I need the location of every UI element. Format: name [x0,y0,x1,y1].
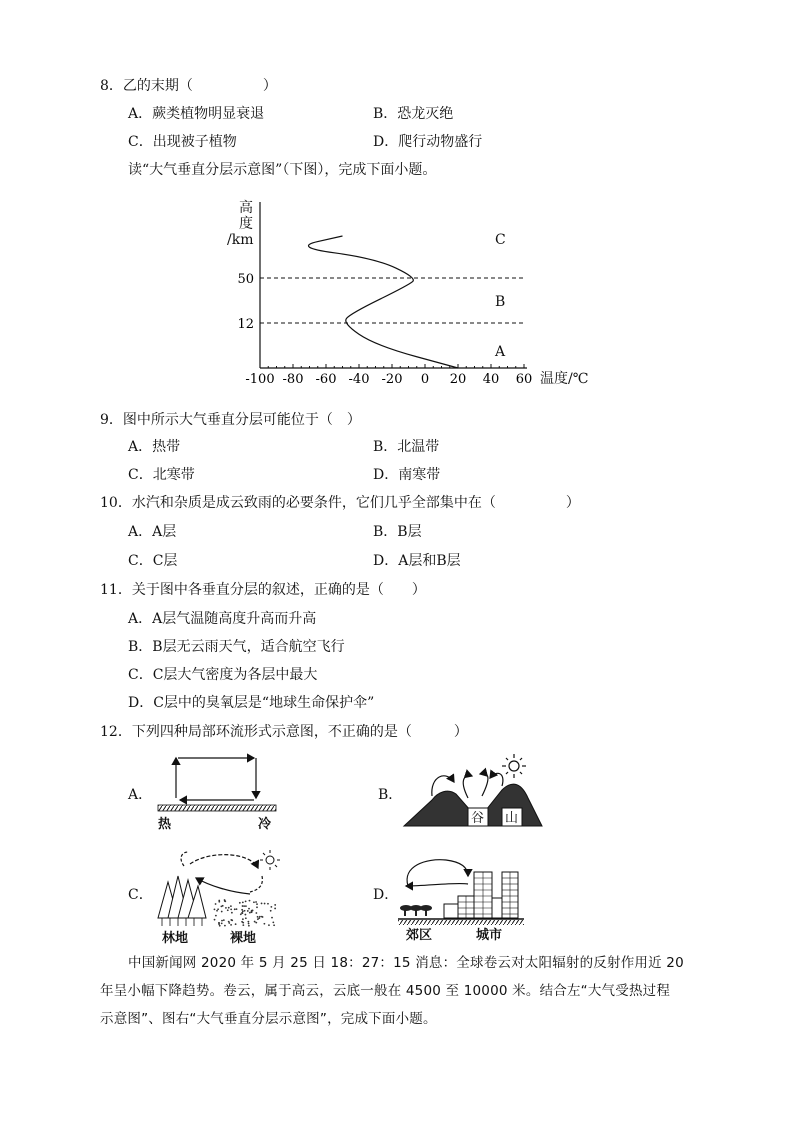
fig-d-suburb: 郊区 [406,928,433,942]
circulation-figure-c [150,846,285,944]
q10-stem: 10．水汽和杂质是成云致雨的必要条件，它们几乎全部集中在（ ） [100,495,580,511]
x-tick-label: -60 [315,372,337,387]
q11-option-a: A．A层气温随高度升高而升高 [128,611,317,627]
chart-intro: 读“大气垂直分层示意图”（下图），完成下面小题。 [128,162,437,178]
chart-ylabel-3: /km [227,232,254,248]
x-tick-label: -80 [282,372,304,387]
q10-option-c: C．C层 [128,553,178,569]
q12-label-d: D． [373,887,399,903]
layer-label-a: A [495,344,506,360]
chart-ylabel-1: 高 [239,200,253,216]
fig-d-city: 城市 [476,928,503,942]
q9-option-a: A．热带 [128,439,181,455]
q10-option-d: D．A层和B层 [373,553,461,569]
q11-stem: 11．关于图中各垂直分层的叙述，正确的是（ ） [100,582,426,598]
layer-label-c: C [495,232,506,248]
news-line-3: 示意图”、图右“大气垂直分层示意图”，完成下面小题。 [100,1011,437,1027]
q9-option-c: C．北寒带 [128,467,195,483]
chart-xlabel: 温度/℃ [540,371,589,387]
q12-label-c: C． [128,887,153,903]
atmosphere-layer-chart [225,196,605,391]
x-tick-label: 60 [515,372,533,387]
q8-option-b: B．恐龙灭绝 [373,106,454,122]
q8-stem: 8．乙的末期（ ） [100,78,277,94]
x-tick-label: -100 [245,372,275,387]
x-tick-label: 40 [482,372,500,387]
q12-stem: 12．下列四种局部环流形式示意图，不正确的是（ ） [100,724,468,740]
chart-ylabel-2: 度 [239,216,253,232]
circulation-figure-a [150,752,285,832]
fig-a-cold: 冷 [258,817,272,832]
q12-label-b: B． [378,787,403,803]
q8-option-a: A．蕨类植物明显衰退 [128,106,265,122]
x-tick-label: -40 [348,372,370,387]
q11-option-c: C．C层大气密度为各层中最大 [128,667,318,683]
x-tick-label: -20 [381,372,403,387]
q9-option-d: D．南寒带 [373,467,441,483]
fig-b-valley: 谷 [471,811,485,826]
layer-label-b: B [495,294,506,310]
q8-option-c: C．出现被子植物 [128,134,237,150]
y-ticks [237,272,524,332]
news-line-1: 中国新闻网 2020 年 5 月 25 日 18：27：15 消息：全球卷云对太阳辐射的反射作用近 20 [128,955,684,971]
q11-option-b: B．B层无云雨天气，适合航空飞行 [128,639,345,655]
circulation-figure-b [402,752,544,830]
fig-b-mountain: 山 [505,811,519,826]
q12-label-a: A． [128,787,153,803]
y-tick-label: 12 [237,317,254,332]
news-line-2: 年呈小幅下降趋势。卷云，属于高云，云底一般在 4500 至 10000 米。结合左“大气受热过程 [100,983,671,999]
fig-c-forest: 林地 [162,931,189,944]
fig-c-bare: 裸地 [230,931,257,944]
circulation-figure-d [396,846,531,942]
x-tick-label: 20 [449,372,467,387]
q9-stem: 9．图中所示大气垂直分层可能位于（ ） [100,412,361,428]
q10-option-a: A．A层 [128,524,177,540]
fig-a-hot: 热 [158,817,172,832]
x-tick-label: 0 [420,372,430,387]
q11-option-d: D．C层中的臭氧层是“地球生命保护伞” [128,695,375,711]
q10-option-b: B．B层 [373,524,422,540]
y-tick-label: 50 [237,272,254,287]
q8-option-d: D．爬行动物盛行 [373,134,483,150]
q9-option-b: B．北温带 [373,439,440,455]
temperature-curve [308,236,458,368]
